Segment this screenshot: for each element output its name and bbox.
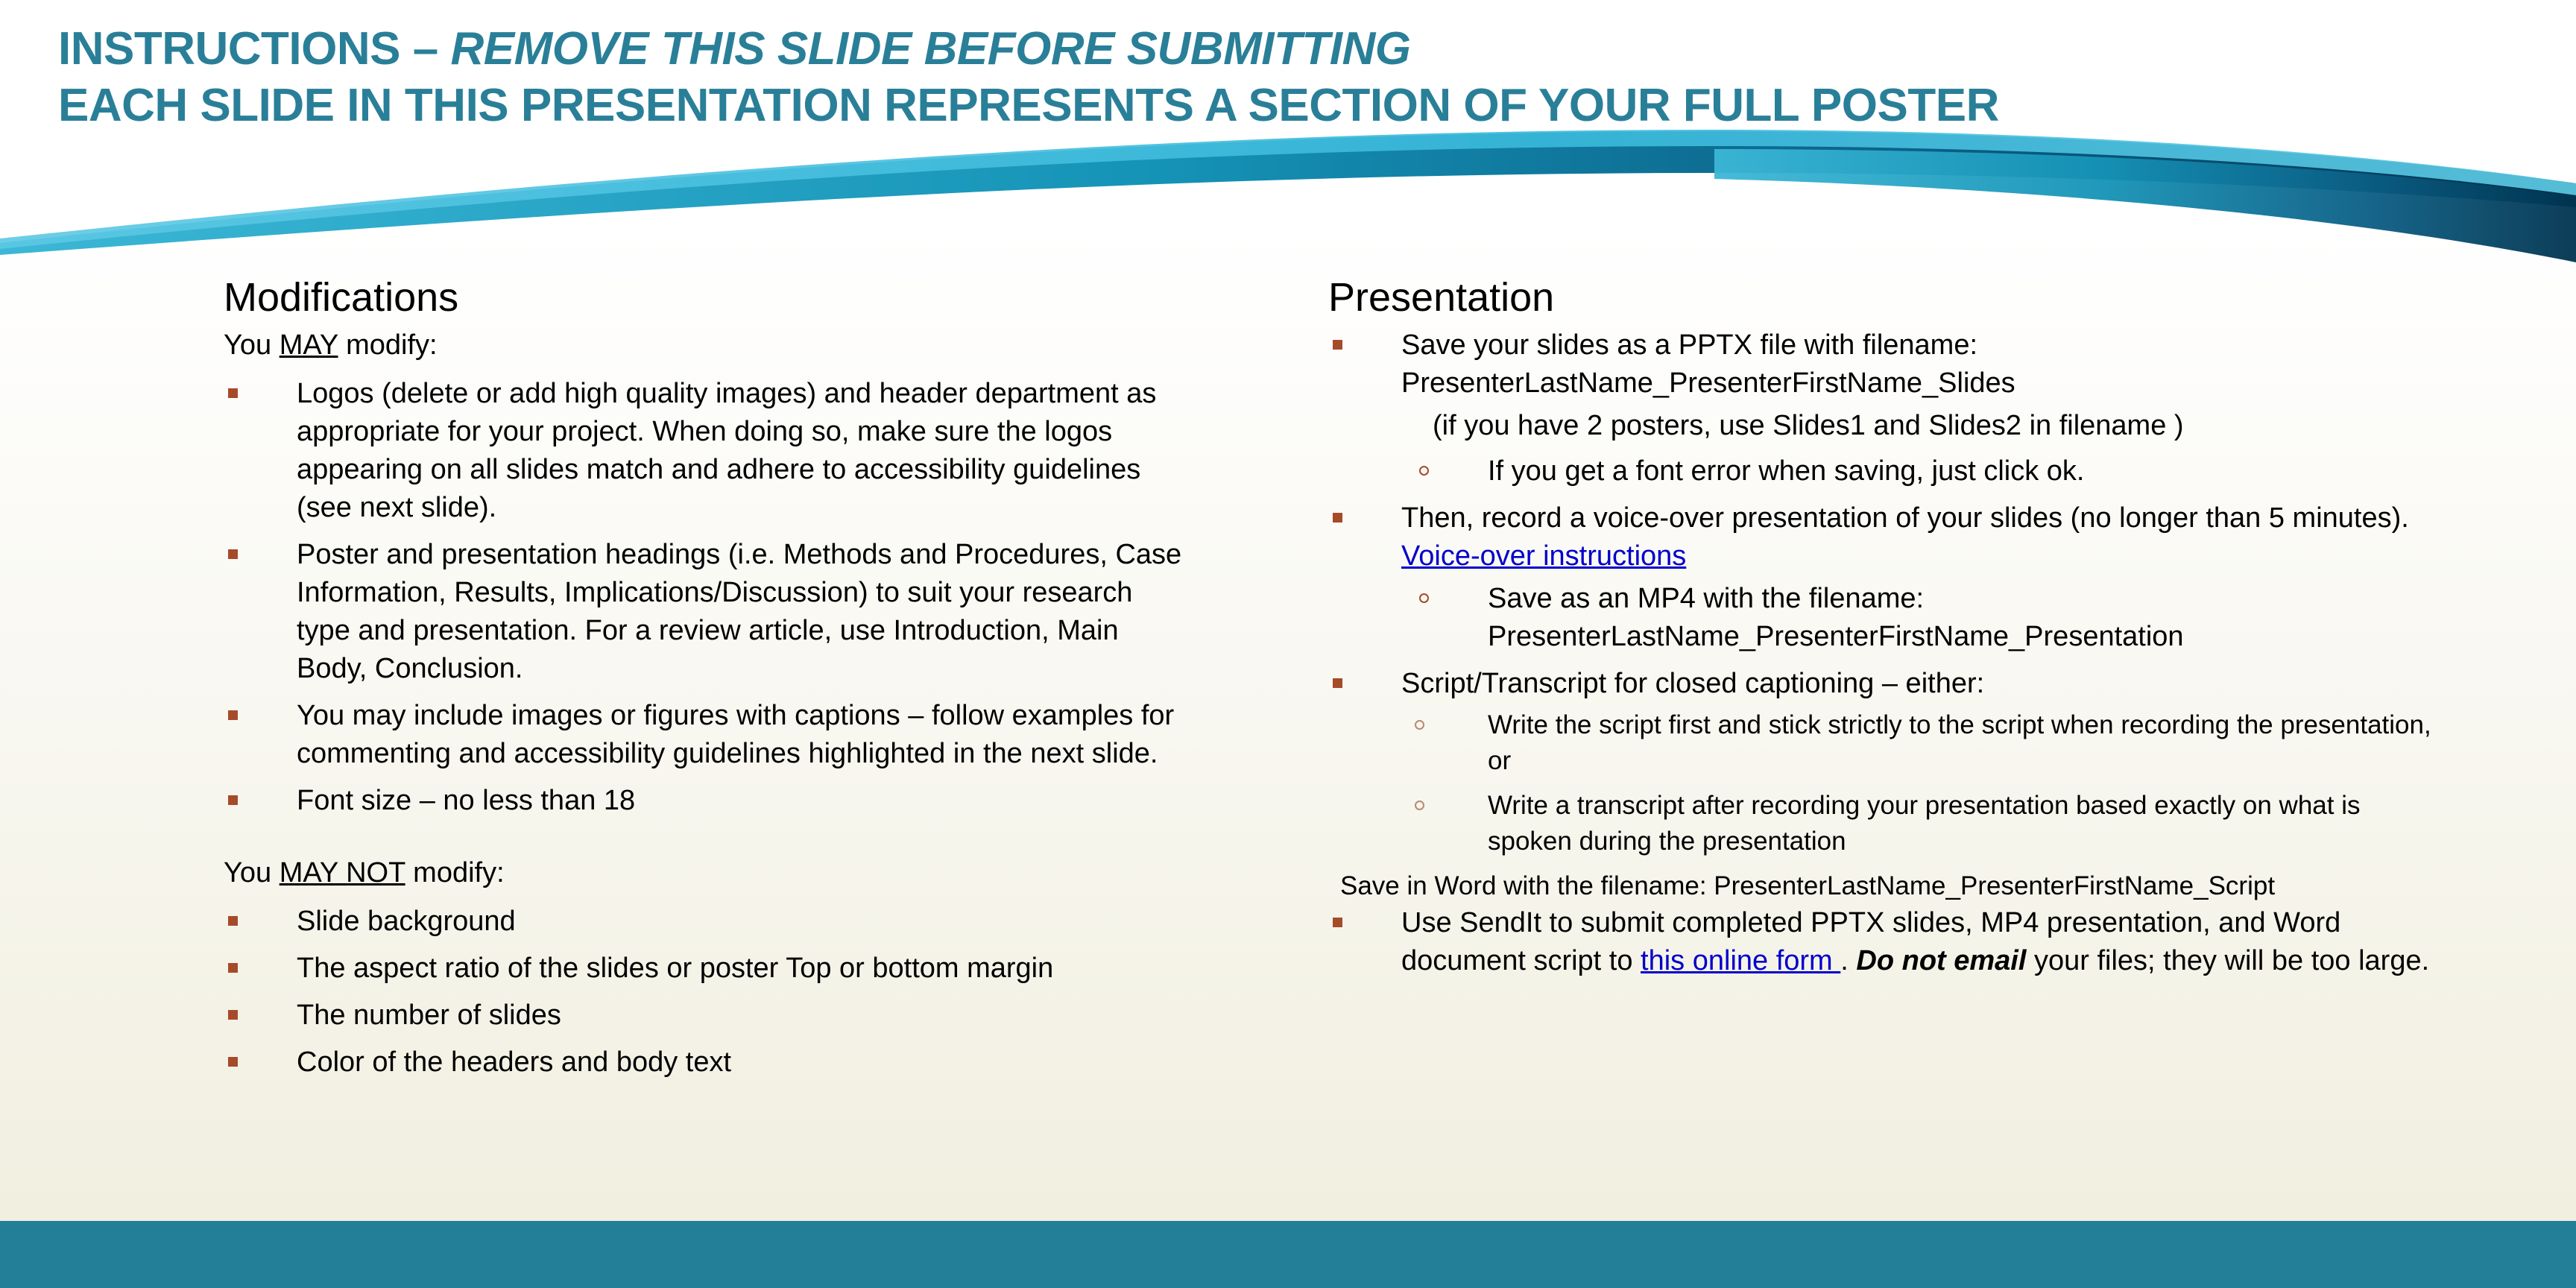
may-word: MAY xyxy=(279,329,338,361)
do-not-email-text: Do not email xyxy=(1856,945,2027,976)
title-prefix: INSTRUCTIONS – xyxy=(58,23,451,75)
voiceover-instructions-link[interactable]: Voice-over instructions xyxy=(1401,540,1687,572)
presentation-list xyxy=(1328,326,2439,859)
sendit-list xyxy=(1328,904,2439,980)
modifications-heading: Modifications xyxy=(224,275,459,320)
may-not-word: MAY NOT xyxy=(279,857,405,888)
mp4-note xyxy=(1401,580,2439,656)
list-item: You may include images or figures with captions – follow examples for commenting and accessibility guidelines highlighted in the next slide. xyxy=(224,697,1193,773)
may-modify-list xyxy=(224,375,1193,820)
page-subtitle: EACH SLIDE IN THIS PRESENTATION REPRESENTS A SECTION OF YOUR FULL POSTER xyxy=(58,80,1999,131)
font-error-sublist xyxy=(1401,452,2439,490)
presentation-heading: Presentation xyxy=(1328,275,1555,320)
voiceover-text: Then, record a voice-over presentation of your slides (no longer than 5 minutes). xyxy=(1401,502,2409,534)
presentation-column xyxy=(1328,270,2439,989)
list-item: Color of the headers and body text xyxy=(224,1044,1193,1082)
list-item: Font size – no less than 18 xyxy=(224,782,1193,820)
list-item: The number of slides xyxy=(224,997,1193,1035)
list-item: Slide background xyxy=(224,903,1193,941)
list-item: Logos (delete or add high quality images) and header department as appropriate for your project. When doing so, make sure the logos appearing on all slides match and adhere to accessibility guidelines (see next slide). xyxy=(224,375,1193,527)
list-item: The aspect ratio of the slides or poster Top or bottom margin xyxy=(224,950,1193,988)
mp4-sublist xyxy=(1401,580,2439,656)
may-not-suffix: modify: xyxy=(405,857,505,888)
font-error-note: If you get a font error when saving, just click ok. xyxy=(1401,452,2439,490)
modifications-column xyxy=(224,270,1193,1090)
script-intro: Script/Transcript for closed captioning – either: xyxy=(1401,668,1985,699)
sendit-text: Use SendIt to submit completed PPTX slides, MP4 presentation, and Word document script to xyxy=(1401,907,2341,976)
online-form-link[interactable]: this online form xyxy=(1641,945,1841,976)
may-modify-intro xyxy=(224,326,1193,364)
list-item: Poster and presentation headings (i.e. Methods and Procedures, Case Information, Results, Implications/Discussion) to suit your research type and presentation. For a review article, use Introduction, Main Body, Conclusion. xyxy=(224,536,1193,688)
list-item-voiceover xyxy=(1328,499,2439,656)
title-italic: REMOVE THIS SLIDE BEFORE SUBMITTING xyxy=(450,23,1411,75)
mp4-line2: PresenterLastName_PresenterFirstName_Presentation xyxy=(1488,621,2184,652)
list-item-script xyxy=(1328,665,2439,859)
list-item-sendit xyxy=(1328,904,2439,980)
may-suffix: modify: xyxy=(338,329,438,361)
save-word-note: Save in Word with the filename: PresenterLastName_PresenterFirstName_Script xyxy=(1340,871,2276,900)
mp4-line1: Save as an MP4 with the filename: xyxy=(1488,583,1925,614)
sendit-suffix: your files; they will be too large. xyxy=(2026,945,2430,976)
sendit-period: . xyxy=(1840,945,1857,976)
may-not-modify-list xyxy=(224,903,1193,1082)
may-prefix: You xyxy=(224,329,280,361)
script-option: Write a transcript after recording your presentation based exactly on what is spoken during the presentation xyxy=(1401,788,2439,859)
script-options-sublist xyxy=(1401,707,2439,859)
script-option: Write the script first and stick strictly to the script when recording the presentation, or xyxy=(1401,707,2439,779)
two-posters-note: (if you have 2 posters, use Slides1 and Slides2 in filename ) xyxy=(1433,410,2184,441)
save-slides-line1: Save your slides as a PPTX file with filename: xyxy=(1401,329,1978,361)
page-title xyxy=(58,21,1999,134)
list-item-save-slides xyxy=(1328,326,2439,490)
may-not-modify-intro xyxy=(224,854,1193,892)
save-slides-line2: PresenterLastName_PresenterFirstName_Slides xyxy=(1401,367,2015,399)
may-not-prefix: You xyxy=(224,857,280,888)
footer-bar xyxy=(0,1221,2576,1288)
